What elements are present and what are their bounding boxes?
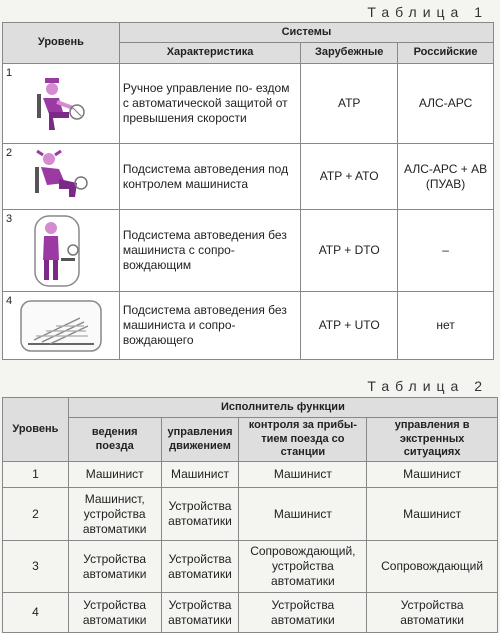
t1-description: Подсистема автоведения без машиниста и сопро- вождающего xyxy=(119,292,300,360)
t2-header-col: контроля за прибы- тием поезда со станции xyxy=(239,418,367,462)
t1-foreign: ATP + DTO xyxy=(301,210,398,292)
t2-cell: Устройства автоматики xyxy=(68,541,161,593)
t1-level-number: 2 xyxy=(6,147,13,159)
t2-row xyxy=(3,593,498,633)
t1-level-number: 3 xyxy=(6,213,13,225)
t1-header-level: Уровень xyxy=(3,23,120,64)
t1-level-number: 1 xyxy=(6,67,13,79)
driver-relaxed-icon xyxy=(29,149,93,205)
t2-cell: Машинист xyxy=(239,488,367,541)
t1-russian: нет xyxy=(398,292,494,360)
t1-header-foreign: Зарубежные xyxy=(301,43,398,64)
t1-description: Подсистема автоведения без машиниста с сопро- вождающим xyxy=(119,210,300,292)
t2-cell: Сопровождающий, устройства автоматики xyxy=(239,541,367,593)
t2-cell: Устройства автоматики xyxy=(161,593,239,633)
t2-cell: Машинист xyxy=(161,462,239,488)
t2-row xyxy=(3,541,498,593)
driver-manual-icon xyxy=(29,72,93,136)
t1-level-number: 4 xyxy=(6,295,13,307)
t2-header-col: управления в экстренных ситуациях xyxy=(367,418,498,462)
t1-foreign: ATP + UTO xyxy=(301,292,398,360)
attendant-standing-icon xyxy=(31,214,91,288)
t2-cell: Устройства автоматики xyxy=(239,593,367,633)
t1-level-cell xyxy=(3,144,120,210)
t1-header-russian: Российские xyxy=(398,43,494,64)
t2-cell: Сопровождающий xyxy=(367,541,498,593)
t1-row xyxy=(3,64,494,144)
t1-level-cell xyxy=(3,210,120,292)
t2-header-col: управления движением xyxy=(161,418,239,462)
t1-foreign: ATP + ATO xyxy=(301,144,398,210)
t1-header-characteristic: Характеристика xyxy=(119,43,300,64)
t1-russian: АЛС-АРС xyxy=(398,64,494,144)
t1-russian: – xyxy=(398,210,494,292)
empty-cab-tracks-icon xyxy=(18,298,104,354)
t2-header-col: ведения поезда xyxy=(68,418,161,462)
t2-cell: Машинист xyxy=(68,462,161,488)
t2-row xyxy=(3,462,498,488)
t1-russian: АЛС-АРС + АВ (ПУАВ) xyxy=(398,144,494,210)
t1-description: Подсистема автоведения под контролем машиниста xyxy=(119,144,300,210)
t2-cell: Машинист, устройства автоматики xyxy=(68,488,161,541)
table1-caption: Таблица 1 xyxy=(367,4,488,20)
t2-header-executor: Исполнитель функции xyxy=(68,398,497,418)
t2-cell: Машинист xyxy=(367,488,498,541)
t1-row xyxy=(3,210,494,292)
t1-level-cell xyxy=(3,292,120,360)
t2-cell: Устройства автоматики xyxy=(68,593,161,633)
t2-cell: Машинист xyxy=(239,462,367,488)
table2-function-executors xyxy=(2,397,498,633)
t2-level: 2 xyxy=(3,488,69,541)
t2-cell: Машинист xyxy=(367,462,498,488)
t1-row xyxy=(3,144,494,210)
t2-cell: Устройства автоматики xyxy=(161,541,239,593)
t2-level: 1 xyxy=(3,462,69,488)
t1-header-systems: Системы xyxy=(119,23,493,43)
t1-row xyxy=(3,292,494,360)
t1-foreign: ATP xyxy=(301,64,398,144)
t1-level-cell xyxy=(3,64,120,144)
table2-caption: Таблица 2 xyxy=(367,378,488,394)
t2-header-level: Уровень xyxy=(3,398,69,462)
t2-cell: Устройства автоматики xyxy=(367,593,498,633)
t2-level: 4 xyxy=(3,593,69,633)
t2-cell: Устройства автоматики xyxy=(161,488,239,541)
t2-row xyxy=(3,488,498,541)
t1-description: Ручное управление по- ездом с автоматической защитой от превышения скорости xyxy=(119,64,300,144)
t2-level: 3 xyxy=(3,541,69,593)
table1-levels xyxy=(2,22,494,360)
